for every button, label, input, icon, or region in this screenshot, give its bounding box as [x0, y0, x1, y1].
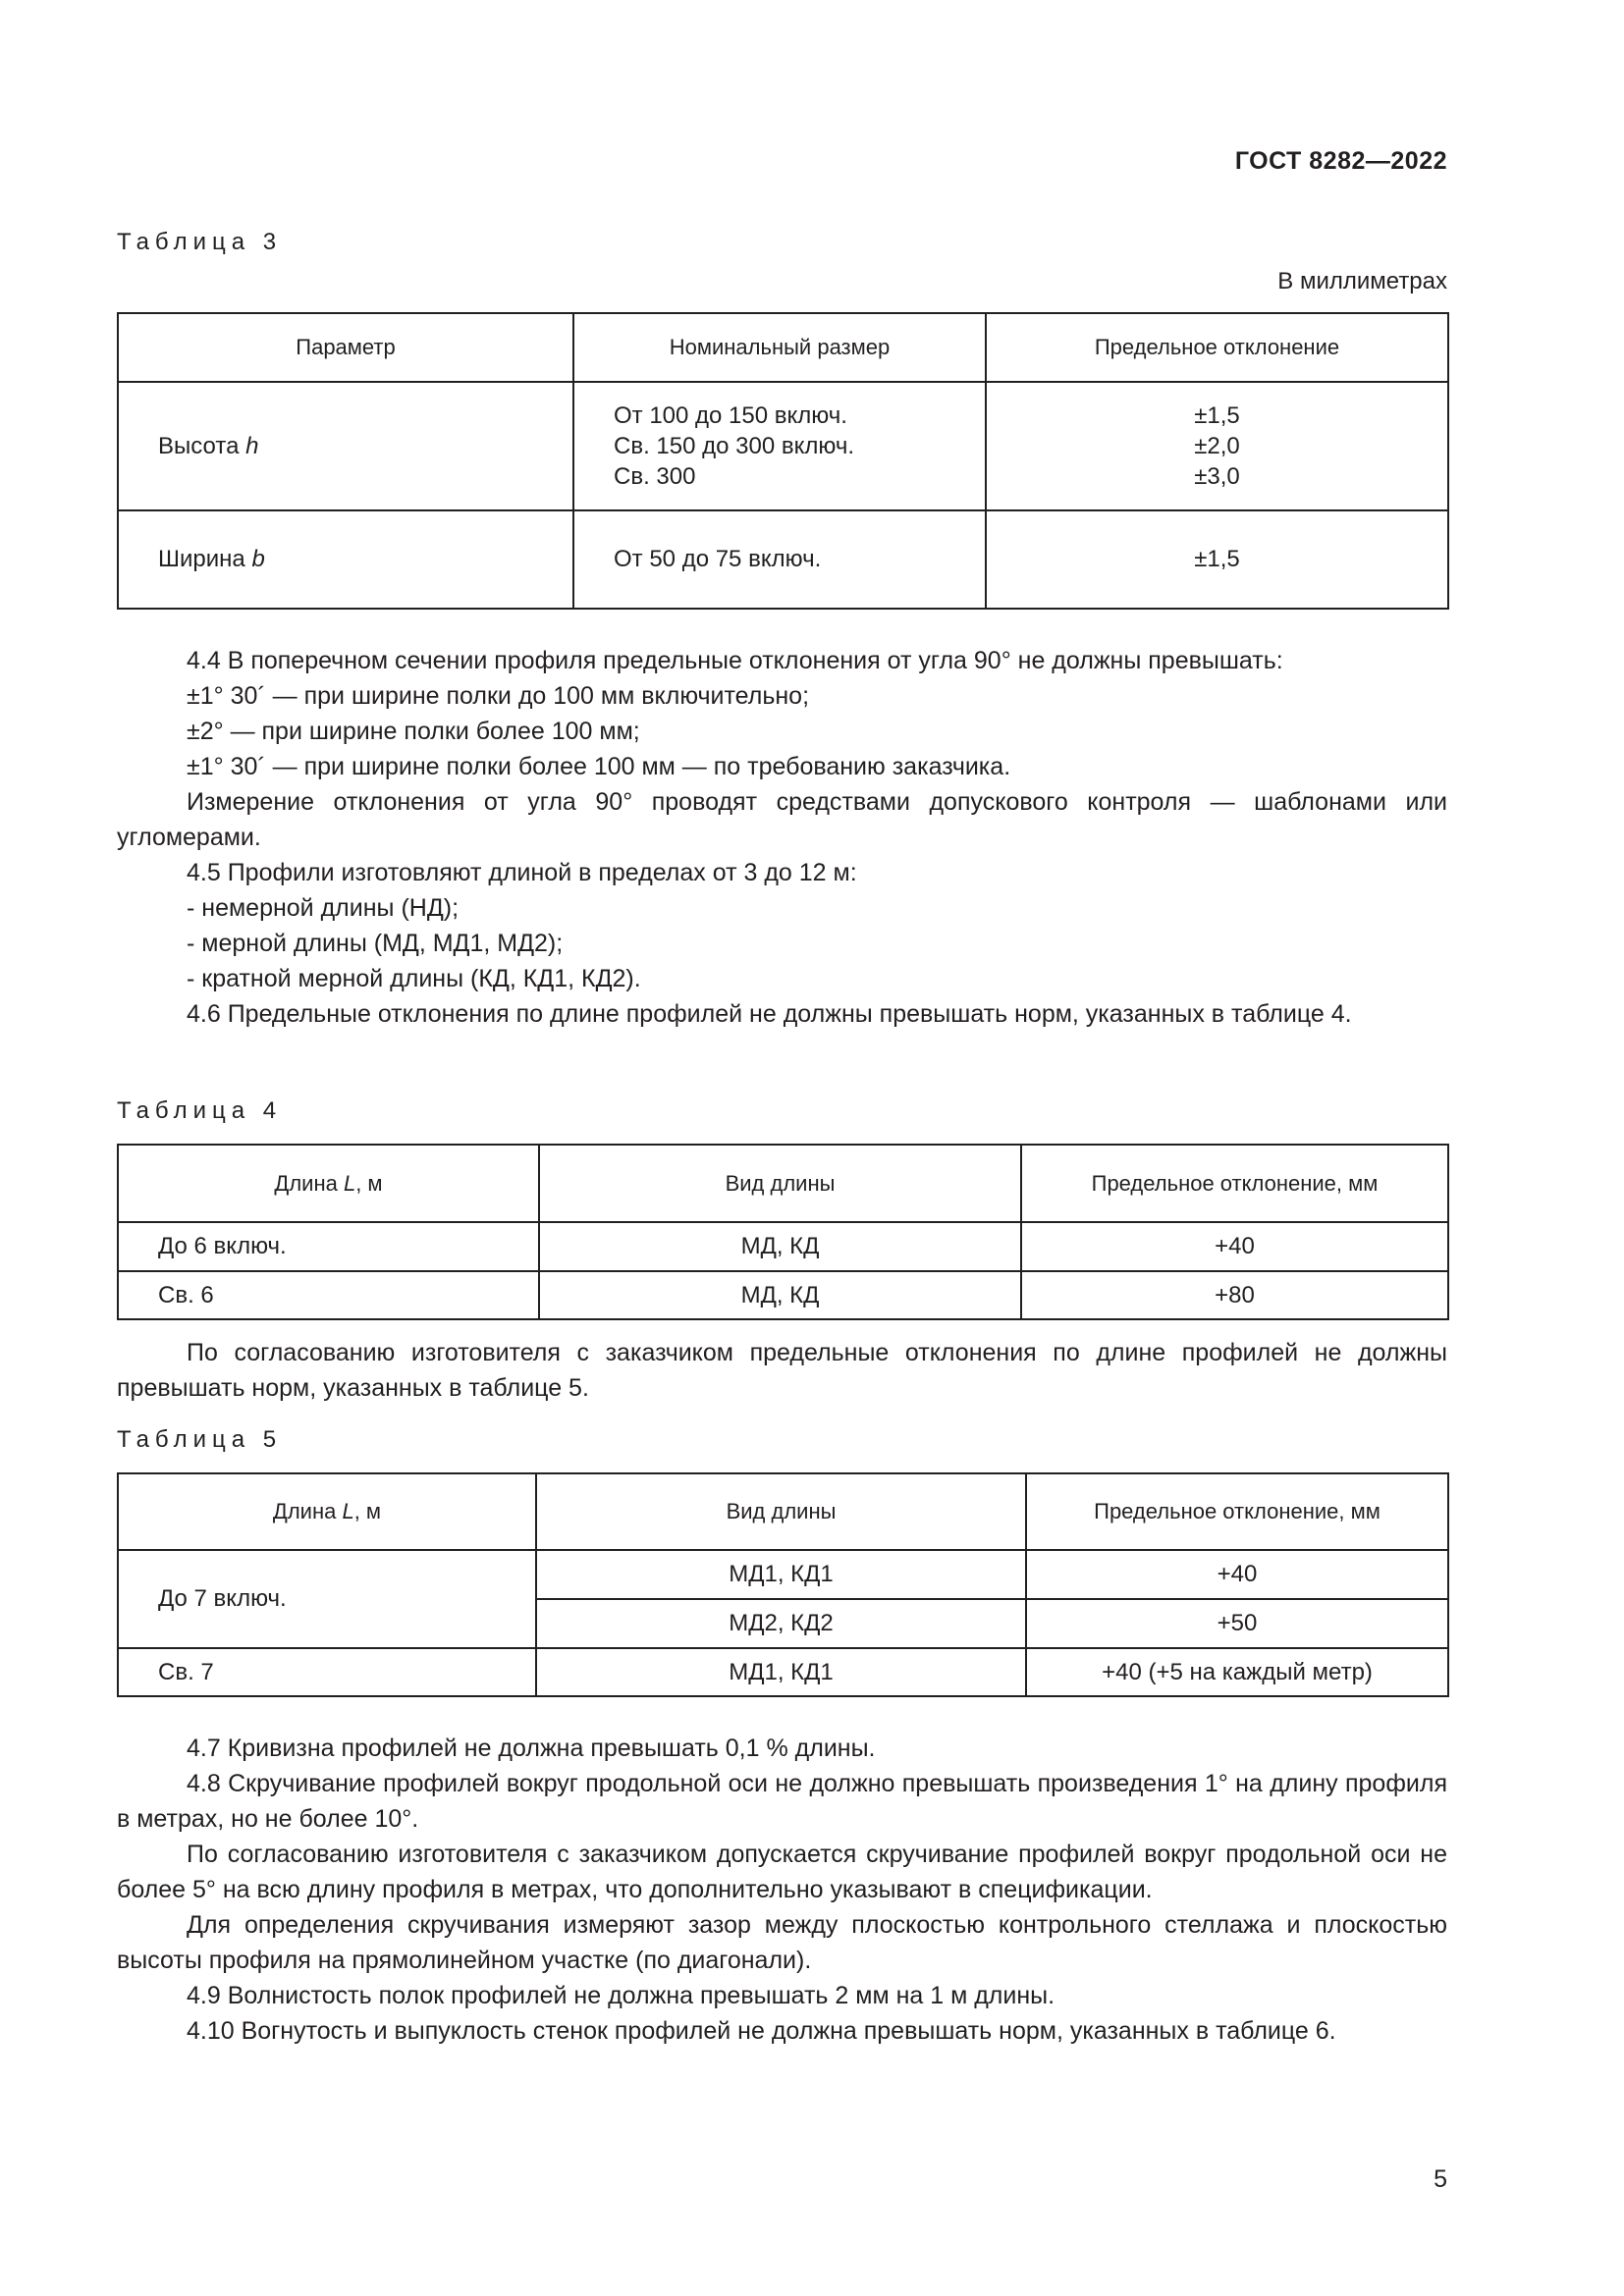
column-header-length: Длина L, м — [118, 1473, 536, 1550]
paragraph-4-7: 4.7 Кривизна профилей не должна превышать 0,1 % длины. — [187, 1735, 876, 1762]
length-cell: Св. 6 — [118, 1271, 539, 1319]
table-row — [118, 1222, 1448, 1271]
paragraph: По согласованию изготовителя с заказчиком предельные отклонения по длине профилей не должны превышать норм, указанных в таблице 5. — [117, 1339, 1447, 1402]
deviation-cell — [986, 382, 1448, 510]
deviation-value: ±3,0 — [1194, 463, 1240, 490]
paragraph: ±1° 30´ — при ширине полки до 100 мм включительно; — [187, 682, 810, 710]
table-header-row — [118, 1473, 1448, 1550]
table-row — [118, 1648, 1448, 1696]
size-range: Св. 150 до 300 включ. — [614, 433, 855, 459]
table-row — [118, 382, 1448, 510]
paragraph-4-4: 4.4 В поперечном сечении профиля предельные отклонения от угла 90° не должны превышать: — [187, 647, 1283, 674]
size-range: От 100 до 150 включ. — [614, 402, 847, 429]
column-header-deviation: Предельное отклонение — [986, 313, 1448, 382]
table-row — [118, 1271, 1448, 1319]
parameter-cell: Ширина b — [118, 510, 573, 609]
table-5-caption: Таблица 5 — [117, 1426, 283, 1453]
table-row — [118, 1550, 1448, 1599]
deviation-cell: +40 — [1026, 1550, 1448, 1599]
section-4-4-to-4-6 — [117, 643, 1447, 1032]
nominal-size-cell: От 50 до 75 включ. — [573, 510, 986, 609]
column-header-length: Длина L, м — [118, 1145, 539, 1222]
kind-cell: МД1, КД1 — [536, 1550, 1026, 1599]
table-3-caption: Таблица 3 — [117, 229, 283, 255]
length-cell: До 6 включ. — [118, 1222, 539, 1271]
parameter-symbol: h — [245, 432, 259, 459]
table-header-row — [118, 313, 1448, 382]
paragraph-4-9: 4.9 Волнистость полок профилей не должна превышать 2 мм на 1 м длины. — [187, 1982, 1056, 2009]
paragraph: ±1° 30´ — при ширине полки более 100 мм — по требованию заказчика. — [187, 753, 1011, 780]
page-number: 5 — [1434, 2165, 1447, 2193]
kind-cell: МД, КД — [539, 1222, 1021, 1271]
table-row — [118, 510, 1448, 609]
kind-cell: МД2, КД2 — [536, 1599, 1026, 1648]
deviation-cell: +40 — [1021, 1222, 1448, 1271]
paragraph-4-8: 4.8 Скручивание профилей вокруг продольной оси не должно превышать произведения 1° на длину профиля в метрах, но не более 10°. — [117, 1770, 1447, 1833]
units-note: В миллиметрах — [1277, 268, 1447, 294]
deviation-value: ±2,0 — [1194, 433, 1240, 459]
paragraph-4-5: 4.5 Профили изготовляют длиной в пределах от 3 до 12 м: — [187, 859, 857, 886]
paragraph-4-10: 4.10 Вогнутость и выпуклость стенок профилей не должна превышать норм, указанных в таблице 6. — [187, 2017, 1336, 2045]
paragraph: По согласованию изготовителя с заказчиком допускается скручивание профилей вокруг продольной оси не более 5° на всю длину профиля в метрах, что дополнительно указывают в спецификации. — [117, 1841, 1447, 1903]
parameter-symbol: b — [251, 546, 265, 572]
deviation-cell: ±1,5 — [986, 510, 1448, 609]
column-header-kind: Вид длины — [539, 1145, 1021, 1222]
paragraph: ±2° — при ширине полки более 100 мм; — [187, 718, 640, 745]
length-cell: До 7 включ. — [118, 1550, 536, 1648]
paragraph: Измерение отклонения от угла 90° проводят средствами допускового контроля — шаблонами или угломерами. — [117, 788, 1447, 851]
kind-cell: МД, КД — [539, 1271, 1021, 1319]
paragraph-4-6: 4.6 Предельные отклонения по длине профилей не должны превышать норм, указанных в таблице 4. — [187, 1000, 1352, 1028]
list-item: - мерной длины (МД, МД1, МД2); — [187, 930, 564, 957]
size-range: Св. 300 — [614, 463, 696, 490]
table-4-caption: Таблица 4 — [117, 1097, 283, 1124]
table-4 — [117, 1144, 1449, 1320]
paragraph-agreement — [117, 1335, 1447, 1406]
nominal-size-cell — [573, 382, 986, 510]
table-3 — [117, 312, 1449, 610]
column-header-deviation: Предельное отклонение, мм — [1021, 1145, 1448, 1222]
length-cell: Св. 7 — [118, 1648, 536, 1696]
deviation-value: ±1,5 — [1194, 402, 1240, 429]
table-header-row — [118, 1145, 1448, 1222]
document-code: ГОСТ 8282—2022 — [1234, 147, 1447, 175]
column-header-deviation: Предельное отклонение, мм — [1026, 1473, 1448, 1550]
list-item: - немерной длины (НД); — [187, 894, 460, 922]
deviation-cell: +40 (+5 на каждый метр) — [1026, 1648, 1448, 1696]
deviation-cell: +80 — [1021, 1271, 1448, 1319]
paragraph: Для определения скручивания измеряют зазор между плоскостью контрольного стеллажа и плоскостью высоты профиля на прямолинейном участке (по диагонали). — [117, 1911, 1447, 1974]
list-item: - кратной мерной длины (КД, КД1, КД2). — [187, 965, 641, 992]
parameter-cell: Высота h — [118, 382, 573, 510]
deviation-cell: +50 — [1026, 1599, 1448, 1648]
column-header-parameter: Параметр — [118, 313, 573, 382]
section-4-7-to-4-10 — [117, 1731, 1447, 2049]
column-header-kind: Вид длины — [536, 1473, 1026, 1550]
column-header-nominal-size: Номинальный размер — [573, 313, 986, 382]
table-5 — [117, 1472, 1449, 1697]
kind-cell: МД1, КД1 — [536, 1648, 1026, 1696]
